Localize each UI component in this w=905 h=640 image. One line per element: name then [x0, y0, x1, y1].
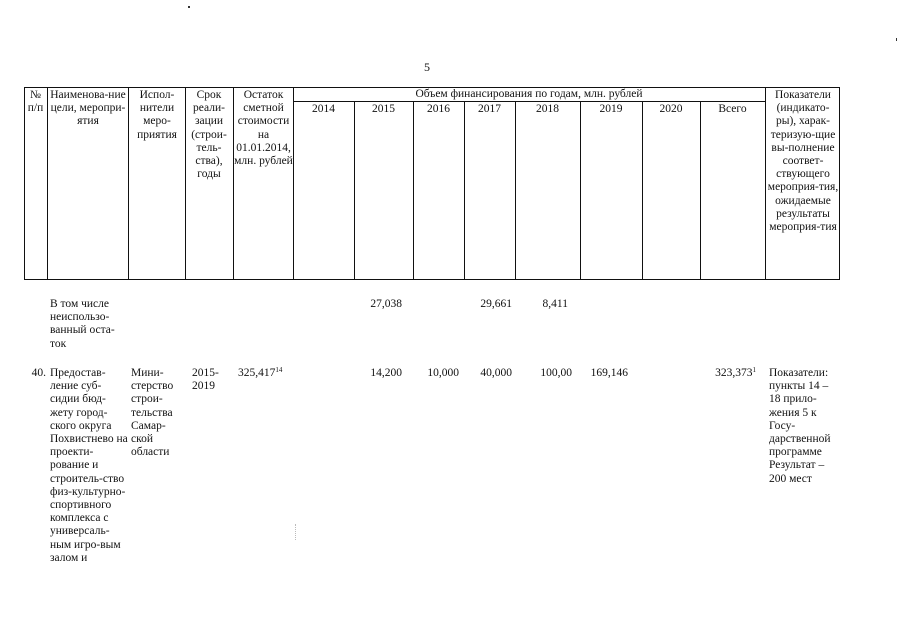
header-financing-group: Объем финансирования по годам, млн. рублей [415, 88, 643, 100]
row-2-value-2017: 40,000 [480, 367, 512, 379]
header-indicators: Показатели (индикато-ры), харак-теризую-щие вы-полнение соответ-ствующего мероприя-тия, ожидаемые результаты мероприя-тия [767, 89, 839, 234]
row-2-value-2016: 10,000 [427, 367, 459, 379]
row-1-value-2015: 27,038 [370, 298, 402, 310]
row-2-num: 40. [31, 367, 46, 379]
col-border [464, 101, 465, 280]
row-2-executors: Мини-стерство строи-тельства Самар-ской области [131, 367, 174, 459]
row-2-value-2015: 14,200 [370, 367, 402, 379]
col-border [354, 101, 355, 280]
scan-speck [896, 38, 897, 41]
col-border [185, 87, 186, 280]
header-remaining-cost: Остаток сметной стоимости на 01.01.2014, млн. рублей [234, 89, 293, 168]
header-num: № п/п [27, 89, 44, 115]
row-1-value-2017: 29,661 [480, 298, 512, 310]
row-2-remaining-cost: 325,417$^{14}$ [238, 366, 283, 379]
header-year-2016: 2016 [427, 103, 450, 115]
page-number: 5 [424, 60, 430, 74]
header-year-2014: 2014 [312, 103, 335, 115]
header-name: Наименова-ние цели, меропри-ятия [50, 89, 126, 128]
header-year-2020: 2020 [659, 103, 683, 115]
col-border [413, 101, 414, 280]
row-1-value-2018: 8,411 [542, 298, 568, 310]
header-year-2015: 2015 [372, 103, 395, 115]
col-border [47, 87, 48, 280]
row-2-name: Предостав-ление суб-сидии бюд-жету город-ского округа Похвистнево на проекти-рование и строитель-ство физ-культурно-спортивного комплекса с универсаль-ным игро-вым залом и [50, 367, 128, 564]
header-total: Всего [718, 103, 747, 115]
col-border [765, 87, 766, 280]
col-border [580, 101, 581, 280]
row-2-total: 323,373$^1$ [715, 366, 756, 379]
header-executors: Испол-нители меро-приятия [137, 89, 177, 141]
row-2-indicators: Показатели: пункты 14 – 18 прило-жения 5 к Госу-дарственной программе Результат – 200 мест [769, 367, 831, 485]
col-border [642, 101, 643, 280]
scan-mark [295, 524, 296, 540]
header-year-2017: 2017 [478, 103, 501, 115]
header-year-2018: 2018 [536, 103, 559, 115]
col-border [515, 101, 516, 280]
header-year-2019: 2019 [599, 103, 623, 115]
row-1-name: В том числе неиспользо-ванный оста-ток [50, 298, 115, 350]
scan-speck [188, 6, 190, 8]
row-2-value-2019: 169,146 [590, 367, 628, 379]
header-term: Срок реали-зации (строи-тель-ства), годы [191, 89, 227, 181]
col-border [700, 101, 701, 280]
row-2-term: 2015-2019 [192, 367, 219, 393]
col-border [128, 87, 129, 280]
row-2-value-2018: 100,00 [540, 367, 572, 379]
